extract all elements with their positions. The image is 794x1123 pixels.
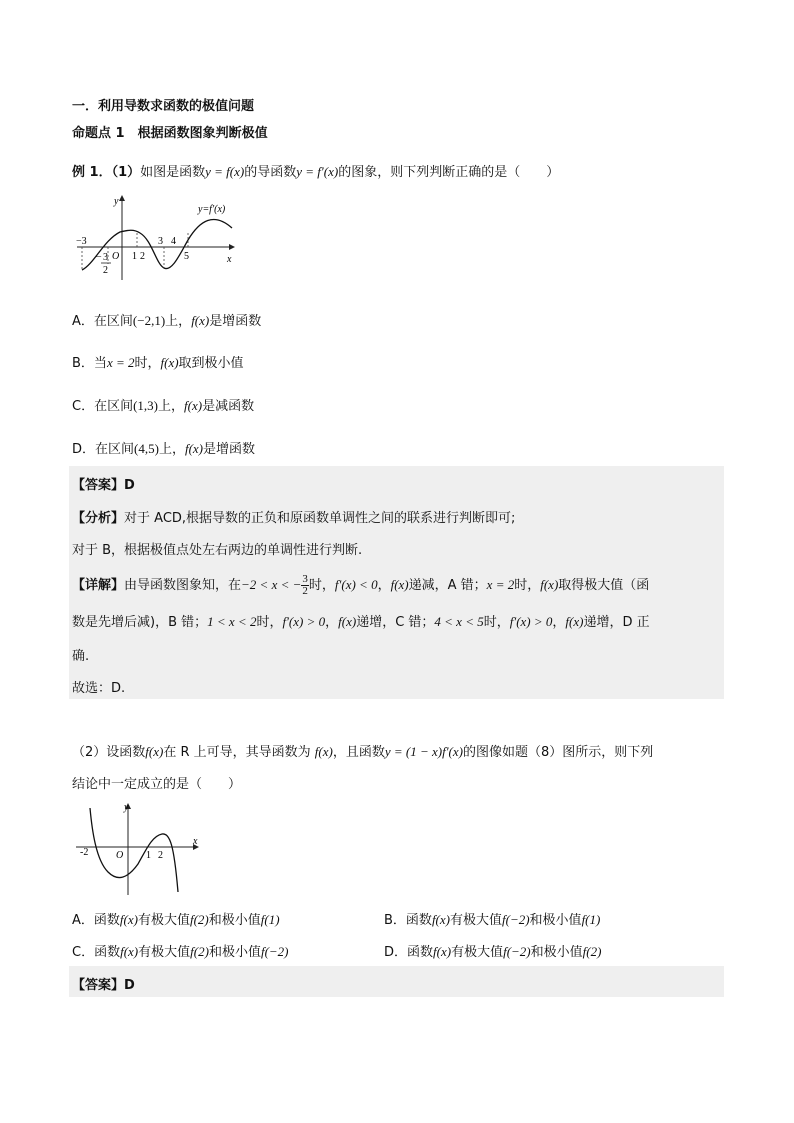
option-text: 上， — [158, 442, 185, 457]
option-letter: A． — [72, 913, 94, 928]
q1-tick-frac-sign: − — [96, 252, 102, 263]
option-letter: B． — [384, 913, 406, 928]
option-text: 上， — [165, 314, 192, 329]
detail-text: 递减，A 错； — [408, 578, 487, 593]
option-text: 函数 — [405, 913, 432, 928]
detail-text: 递增，D 正 — [583, 615, 650, 630]
option-math: f(−2) — [503, 944, 531, 959]
q1-tick-3: 3 — [158, 236, 163, 247]
q2-function-graph — [72, 800, 202, 898]
option-math: (−2,1) — [132, 313, 166, 328]
detail-math: f(x) — [390, 577, 409, 592]
q1-stem-c: 的图象，则下列判断正确的是（ ） — [338, 165, 560, 180]
q1-y-label: y — [114, 196, 119, 207]
q1-curve-label: y=f′(x) — [198, 204, 226, 215]
q1-part: （1） — [111, 165, 141, 180]
q2-text: 在 R 上可导，其导函数为 — [163, 745, 311, 760]
q2-origin: O — [116, 850, 124, 861]
q2-text: ，且函数 — [332, 745, 385, 760]
option-text: 有极大值 — [138, 945, 191, 960]
frac-den: 2 — [302, 585, 308, 597]
q2-y-label: y — [124, 802, 129, 813]
detail-text: 时， — [308, 578, 335, 593]
detail-text: ， — [325, 615, 339, 630]
q1-analysis-2: 对于 B，根据极值点处左右两边的单调性进行判断. — [72, 543, 363, 558]
q1-origin: O — [112, 251, 120, 262]
detail-math: f′(x) < 0 — [334, 577, 378, 592]
detail-math: f′(x) > 0 — [282, 614, 326, 629]
q1-tick-frac-den: 2 — [103, 265, 108, 276]
option-math: f(x) — [184, 441, 204, 456]
detail-math: f(x) — [540, 577, 559, 592]
q1-tick-2: 2 — [140, 251, 145, 262]
option-text: 是增函数 — [203, 442, 256, 457]
option-text: 函数 — [407, 945, 434, 960]
option-math: f(−2) — [260, 944, 289, 959]
option-text: 上， — [158, 399, 185, 414]
q2-tick-2: 2 — [158, 850, 163, 861]
detail-math: f(x) — [338, 614, 357, 629]
option-letter: C． — [72, 945, 95, 960]
option-math: f(x) — [184, 398, 203, 413]
option-math: (1,3) — [133, 398, 159, 413]
q2-text: 的图像如题（8）图所示，则下列 — [463, 745, 654, 760]
option-math: f(1) — [581, 912, 601, 927]
option-text: 时， — [134, 356, 161, 371]
option-math: f(x) — [160, 355, 179, 370]
detail-text: 时， — [256, 615, 283, 630]
option-math: x = 2 — [106, 355, 135, 370]
option-math: f(x) — [433, 944, 452, 959]
analysis-tag: 【分析】 — [72, 511, 125, 526]
section-subtitle: 命题点 1 根据函数图象判断极值 — [72, 126, 268, 141]
option-text: 是增函数 — [209, 314, 262, 329]
q2-x-label: x — [193, 836, 198, 847]
q1-detail-line-1 — [72, 574, 649, 597]
option-math: f(−2) — [502, 912, 530, 927]
option-math: f(2) — [190, 944, 209, 959]
option-text: 和极小值 — [529, 913, 582, 928]
q1-fp-expr: y = f′(x) — [296, 164, 339, 179]
detail-math: −2 < x < − — [241, 577, 302, 592]
detail-math: 4 < x < 5 — [434, 614, 484, 629]
option-text: 和极小值 — [208, 913, 261, 928]
detail-text: 由导函数图象知，在 — [124, 578, 242, 593]
option-math: f(x) — [120, 944, 139, 959]
option-text: 取到极小值 — [178, 356, 244, 371]
option-text: 有极大值 — [449, 913, 502, 928]
q1-tick-1: 1 — [132, 251, 137, 262]
option-text: 函数 — [93, 913, 120, 928]
answer-value: D — [124, 978, 135, 993]
option-math: (4,5) — [134, 441, 159, 456]
option-text: 是减函数 — [202, 399, 255, 414]
detail-math: x = 2 — [486, 577, 515, 592]
q2-option-c[interactable] — [72, 941, 289, 960]
detail-text: 取得极大值（函 — [558, 578, 650, 593]
q1-answer — [72, 474, 135, 493]
q2-math: f(x) — [314, 744, 333, 759]
answer-value: D — [124, 478, 135, 493]
q1-option-b[interactable] — [72, 352, 244, 371]
q2-option-d[interactable] — [384, 941, 601, 960]
detail-math: f(x) — [565, 614, 584, 629]
option-text: 和极小值 — [208, 945, 261, 960]
detail-fraction — [301, 574, 309, 597]
q1-option-c[interactable] — [72, 395, 254, 414]
option-math: f(1) — [260, 912, 280, 927]
q1-tick-4: 4 — [171, 236, 176, 247]
q1-label: 例 1． — [72, 165, 112, 180]
q2-answer-panel — [69, 966, 724, 997]
detail-tag: 【详解】 — [72, 578, 125, 593]
q1-tick-5: 5 — [184, 251, 189, 262]
q1-x-label: x — [227, 254, 232, 265]
q2-tick-minus2: -2 — [80, 847, 89, 858]
option-letter: D． — [72, 442, 96, 457]
q1-tick-minus3: −3 — [76, 236, 87, 247]
q2-math: y = (1 − x)f′(x) — [384, 744, 463, 759]
q2-stem-line-2: 结论中一定成立的是（ ） — [72, 777, 242, 792]
option-text: 和极小值 — [530, 945, 583, 960]
q1-detail-line-2 — [72, 611, 650, 630]
q2-stem-line-1 — [72, 741, 653, 760]
q1-option-a[interactable] — [72, 310, 261, 329]
q1-stem — [72, 161, 559, 180]
option-text: 当 — [93, 356, 107, 371]
detail-text: 数是先增后减)，B 错； — [72, 615, 208, 630]
q2-text: 设函数 — [106, 745, 146, 760]
option-text: 函数 — [94, 945, 121, 960]
option-letter: A． — [72, 314, 94, 329]
option-math: f(x) — [191, 313, 210, 328]
q2-option-a[interactable] — [72, 909, 280, 928]
q2-answer — [72, 974, 135, 993]
detail-text: 递增，C 错； — [356, 615, 435, 630]
option-text: 在区间 — [93, 314, 133, 329]
option-math: f(x) — [119, 912, 138, 927]
q2-part: （2） — [72, 745, 107, 760]
section-title: 一．利用导数求函数的极值问题 — [72, 99, 255, 114]
option-letter: C． — [72, 399, 95, 414]
option-letter: D． — [384, 945, 408, 960]
answer-tag: 【答案】 — [72, 478, 125, 493]
detail-text: ， — [377, 578, 391, 593]
option-text: 有极大值 — [137, 913, 190, 928]
option-text: 在区间 — [95, 442, 135, 457]
answer-tag: 【答案】 — [72, 978, 125, 993]
detail-text: 时， — [514, 578, 541, 593]
detail-math: 1 < x < 2 — [207, 614, 257, 629]
option-math: f(2) — [582, 944, 602, 959]
q1-detail-line-3: 确. — [72, 649, 90, 664]
q1-conclusion: 故选：D. — [72, 681, 126, 696]
q1-stem-b: 的导函数 — [244, 165, 297, 180]
q2-option-b[interactable] — [384, 909, 600, 928]
q1-option-d[interactable] — [72, 438, 255, 457]
option-math: f(x) — [431, 912, 450, 927]
detail-text: ， — [552, 615, 566, 630]
q2-tick-1: 1 — [146, 850, 151, 861]
option-text: 有极大值 — [451, 945, 504, 960]
q1-analysis-1 — [72, 507, 515, 526]
detail-text: 时， — [483, 615, 510, 630]
q1-derivative-graph — [72, 192, 242, 282]
q1-f-expr: y = f(x) — [205, 164, 245, 179]
detail-math: f′(x) > 0 — [509, 614, 553, 629]
option-math: f(2) — [189, 912, 209, 927]
q2-function-curve — [90, 808, 178, 892]
frac-num: 3 — [302, 573, 308, 585]
q1-stem-a: 如图是函数 — [140, 165, 206, 180]
q2-math: f(x) — [145, 744, 164, 759]
analysis-text: 对于 ACD,根据导数的正负和原函数单调性之间的联系进行判断即可; — [124, 511, 516, 526]
option-letter: B． — [72, 356, 94, 371]
option-text: 在区间 — [94, 399, 134, 414]
q1-tick-frac-num: 3 — [103, 252, 108, 263]
